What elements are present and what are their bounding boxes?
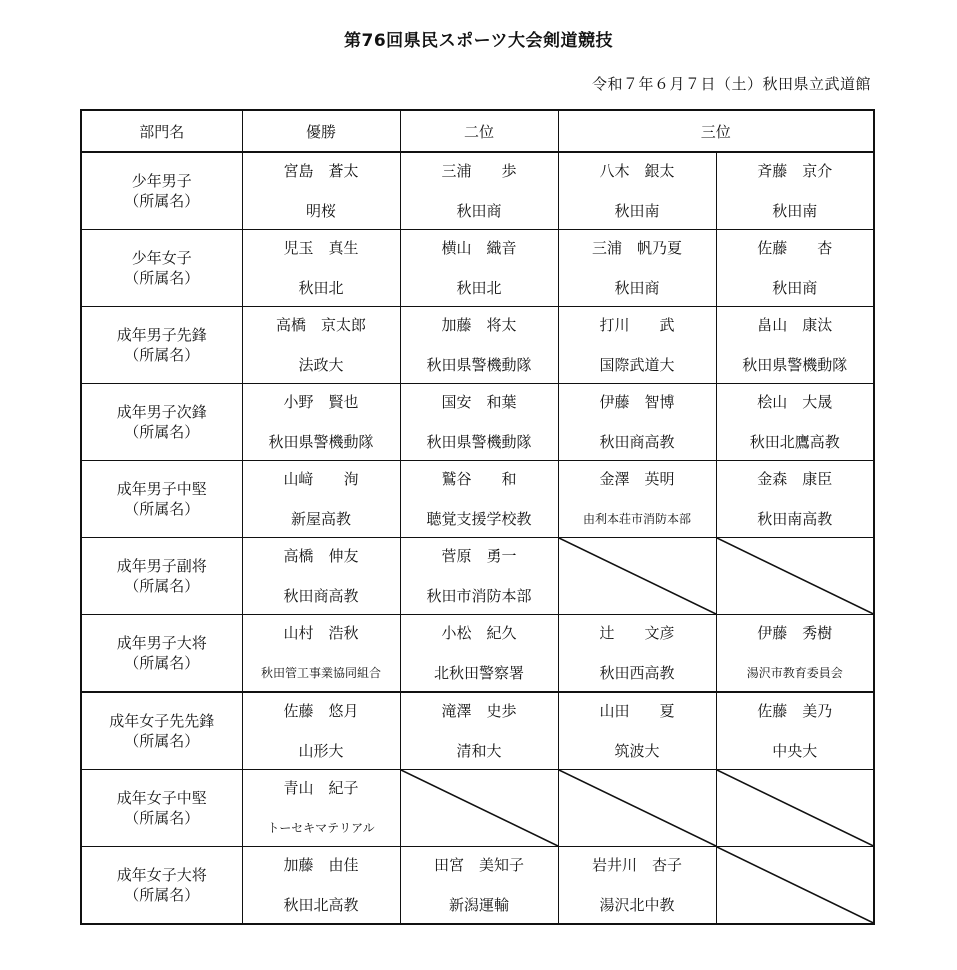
result-cell-content [401, 464, 558, 534]
player-name: 金澤 英明 [599, 470, 675, 488]
diagonal-strike [559, 770, 716, 846]
player-affiliation: 湯沢市教育委員会 [746, 666, 843, 680]
player-affiliation: 山形大 [298, 742, 344, 760]
affiliation-label: （所属名） [124, 809, 200, 827]
table-row [81, 384, 874, 461]
player-affiliation: 秋田北鷹高教 [749, 433, 840, 451]
player-affiliation: 北秋田警察署 [433, 664, 524, 682]
result-cell-content [243, 850, 400, 920]
division-name: 成年女子大将 [116, 866, 207, 884]
result-cell-content [717, 233, 874, 303]
division-cell [81, 692, 242, 770]
result-cell-content [559, 387, 716, 457]
player-name: 小松 紀久 [441, 624, 517, 642]
player-name: 三浦 帆乃夏 [591, 239, 682, 257]
affiliation-label: （所属名） [124, 886, 200, 904]
result-cell-content [401, 618, 558, 688]
result-cell-third-a [558, 615, 716, 693]
result-cell-third-b [716, 615, 874, 693]
diagonal-line [717, 847, 874, 923]
diagonal-line [401, 770, 558, 846]
result-cell-content [401, 696, 558, 766]
player-affiliation: 法政大 [298, 356, 344, 374]
result-cell-content [717, 387, 874, 457]
player-name: 佐藤 杏 [757, 239, 833, 257]
result-cell-content [401, 156, 558, 226]
diagonal-strike [717, 847, 874, 923]
player-name: 山﨑 洵 [283, 470, 359, 488]
player-name: 岩井川 杏子 [591, 856, 682, 874]
result-cell-content [243, 310, 400, 380]
result-cell-content [243, 618, 400, 688]
diagonal-strike [717, 770, 874, 846]
table-row [81, 307, 874, 384]
result-cell-first [242, 307, 400, 384]
result-cell-content [243, 773, 400, 843]
player-affiliation: 秋田商 [614, 279, 660, 297]
result-cell-second [400, 847, 558, 925]
result-cell-content [401, 387, 558, 457]
table-row [81, 152, 874, 230]
empty-cell [716, 847, 874, 925]
header-row [81, 110, 874, 152]
result-cell-content [717, 156, 874, 226]
player-name: 鷲谷 和 [441, 470, 517, 488]
result-cell-second [400, 152, 558, 230]
result-cell-content [559, 156, 716, 226]
result-cell-third-b [716, 461, 874, 538]
player-affiliation: トーセキマテリアル [267, 821, 375, 835]
result-cell-first [242, 461, 400, 538]
result-cell-content [243, 156, 400, 226]
division-name: 成年男子先鋒 [116, 326, 207, 344]
result-cell-second [400, 538, 558, 615]
result-cell-content [243, 387, 400, 457]
result-cell-third-b [716, 692, 874, 770]
result-cell-third-a [558, 692, 716, 770]
empty-cell [716, 538, 874, 615]
division-cell [81, 152, 242, 230]
result-cell-content [243, 541, 400, 611]
player-affiliation: 秋田商 [456, 202, 502, 220]
result-cell-content [401, 850, 558, 920]
player-affiliation: 秋田県警機動隊 [426, 433, 532, 451]
diagonal-strike [717, 538, 874, 614]
player-name: 打川 武 [599, 316, 675, 334]
affiliation-label: （所属名） [124, 192, 200, 210]
result-cell-second [400, 384, 558, 461]
result-cell-second [400, 230, 558, 307]
player-affiliation: 湯沢北中教 [599, 896, 675, 914]
player-affiliation: 中央大 [772, 742, 818, 760]
player-name: 桧山 大晟 [757, 393, 833, 411]
player-affiliation: 秋田西高教 [599, 664, 675, 682]
result-cell-content [243, 696, 400, 766]
diagonal-line [717, 538, 874, 614]
diagonal-line [717, 770, 874, 846]
division-name: 成年男子次鋒 [116, 403, 207, 421]
affiliation-label: （所属名） [124, 577, 200, 595]
result-cell-content [559, 310, 716, 380]
division-cell [81, 307, 242, 384]
division-name: 成年男子副将 [116, 557, 207, 575]
player-name: 畠山 康汰 [757, 316, 833, 334]
result-cell-content [559, 618, 716, 688]
player-name: 山村 浩秋 [283, 624, 359, 642]
player-name: 佐藤 悠月 [283, 702, 359, 720]
result-cell-third-a [558, 384, 716, 461]
player-affiliation: 秋田北高教 [283, 896, 359, 914]
result-cell-second [400, 461, 558, 538]
table-row [81, 538, 874, 615]
player-name: 山田 夏 [599, 702, 675, 720]
result-cell-first [242, 384, 400, 461]
player-affiliation: 清和大 [456, 742, 502, 760]
player-name: 田宮 美知子 [433, 856, 524, 874]
division-cell [81, 384, 242, 461]
division-cell [81, 538, 242, 615]
player-affiliation: 秋田南 [614, 202, 660, 220]
result-cell-content [401, 541, 558, 611]
result-cell-first [242, 615, 400, 693]
player-affiliation: 秋田商 [772, 279, 818, 297]
empty-cell [400, 770, 558, 847]
result-cell-third-a [558, 847, 716, 925]
result-cell-content [243, 464, 400, 534]
player-affiliation: 由利本荘市消防本部 [582, 512, 691, 526]
player-affiliation: 秋田南 [772, 202, 818, 220]
player-name: 児玉 真生 [283, 239, 359, 257]
player-affiliation: 新潟運輸 [448, 896, 509, 914]
header-third: 三位 [558, 110, 874, 152]
affiliation-label: （所属名） [124, 654, 200, 672]
diagonal-strike [559, 538, 716, 614]
result-cell-first [242, 770, 400, 847]
player-affiliation: 秋田北 [456, 279, 502, 297]
player-name: 佐藤 美乃 [757, 702, 833, 720]
player-name: 金森 康臣 [757, 470, 833, 488]
page-title: 第76回県民スポーツ大会剣道競技 [344, 31, 613, 51]
player-affiliation: 新屋高教 [290, 510, 351, 528]
player-name: 高橋 伸友 [283, 547, 359, 565]
result-cell-second [400, 692, 558, 770]
result-cell-content [401, 310, 558, 380]
player-affiliation: 国際武道大 [599, 356, 675, 374]
player-name: 三浦 歩 [441, 162, 517, 180]
results-table [80, 109, 875, 925]
result-cell-content [243, 233, 400, 303]
player-name: 菅原 勇一 [441, 547, 517, 565]
player-name: 加藤 由佳 [283, 856, 359, 874]
player-affiliation: 明桜 [305, 202, 336, 220]
division-name: 成年女子先先鋒 [109, 712, 215, 730]
diagonal-line [559, 538, 716, 614]
result-cell-content [717, 464, 874, 534]
division-cell [81, 847, 242, 925]
player-affiliation: 秋田北 [298, 279, 344, 297]
player-affiliation: 秋田商高教 [599, 433, 675, 451]
player-name: 宮島 蒼太 [283, 162, 359, 180]
division-cell [81, 230, 242, 307]
division-cell [81, 461, 242, 538]
result-cell-content [559, 464, 716, 534]
result-cell-first [242, 152, 400, 230]
division-name: 少年男子 [131, 172, 192, 190]
header-division: 部門名 [81, 110, 242, 152]
affiliation-label: （所属名） [124, 269, 200, 287]
result-cell-third-b [716, 230, 874, 307]
result-cell-content [717, 696, 874, 766]
table-row [81, 847, 874, 925]
result-cell-content [559, 850, 716, 920]
result-cell-third-a [558, 307, 716, 384]
header-first: 優勝 [242, 110, 400, 152]
division-name: 少年女子 [131, 249, 192, 267]
result-cell-content [559, 233, 716, 303]
player-name: 斉藤 京介 [757, 162, 833, 180]
player-affiliation: 秋田管工事業協同組合 [260, 666, 381, 680]
player-name: 青山 紀子 [283, 779, 359, 797]
diagonal-strike [401, 770, 558, 846]
table-row [81, 461, 874, 538]
player-affiliation: 秋田県警機動隊 [426, 356, 532, 374]
player-name: 伊藤 智博 [599, 393, 675, 411]
header-second: 二位 [400, 110, 558, 152]
empty-cell [716, 770, 874, 847]
date-venue: 令和７年６月７日（土）秋田県立武道館 [591, 75, 871, 93]
result-cell-third-a [558, 152, 716, 230]
result-cell-first [242, 230, 400, 307]
result-cell-first [242, 538, 400, 615]
player-name: 横山 織音 [441, 239, 517, 257]
division-name: 成年女子中堅 [116, 789, 207, 807]
player-affiliation: 秋田商高教 [283, 587, 359, 605]
player-affiliation: 筑波大 [614, 742, 660, 760]
player-name: 高橋 京太郎 [275, 316, 366, 334]
result-cell-second [400, 307, 558, 384]
player-name: 小野 賢也 [283, 393, 359, 411]
result-cell-third-b [716, 307, 874, 384]
table-row [81, 770, 874, 847]
affiliation-label: （所属名） [124, 732, 200, 750]
table-row [81, 692, 874, 770]
player-name: 伊藤 秀樹 [757, 624, 833, 642]
player-affiliation: 秋田県警機動隊 [268, 433, 374, 451]
result-cell-content [717, 310, 874, 380]
division-cell [81, 770, 242, 847]
result-cell-third-a [558, 461, 716, 538]
player-name: 滝澤 史歩 [441, 702, 517, 720]
player-name: 加藤 将太 [441, 316, 517, 334]
table-row [81, 230, 874, 307]
player-affiliation: 秋田県警機動隊 [742, 356, 848, 374]
division-name: 成年男子中堅 [116, 480, 207, 498]
division-cell [81, 615, 242, 693]
player-affiliation: 聴覚支援学校教 [426, 510, 532, 528]
result-cell-first [242, 847, 400, 925]
result-cell-content [559, 696, 716, 766]
diagonal-line [559, 770, 716, 846]
division-name: 成年男子大将 [116, 634, 207, 652]
player-affiliation: 秋田南高教 [757, 510, 833, 528]
result-cell-content [717, 618, 874, 688]
result-cell-third-b [716, 384, 874, 461]
player-affiliation: 秋田市消防本部 [426, 587, 532, 605]
result-cell-content [401, 233, 558, 303]
empty-cell [558, 770, 716, 847]
player-name: 辻 文彦 [599, 624, 675, 642]
empty-cell [558, 538, 716, 615]
affiliation-label: （所属名） [124, 500, 200, 518]
affiliation-label: （所属名） [124, 423, 200, 441]
result-cell-second [400, 615, 558, 693]
table-row [81, 615, 874, 693]
player-name: 国安 和葉 [441, 393, 517, 411]
result-cell-third-b [716, 152, 874, 230]
result-cell-third-a [558, 230, 716, 307]
result-cell-first [242, 692, 400, 770]
affiliation-label: （所属名） [124, 346, 200, 364]
player-name: 八木 銀太 [599, 162, 675, 180]
